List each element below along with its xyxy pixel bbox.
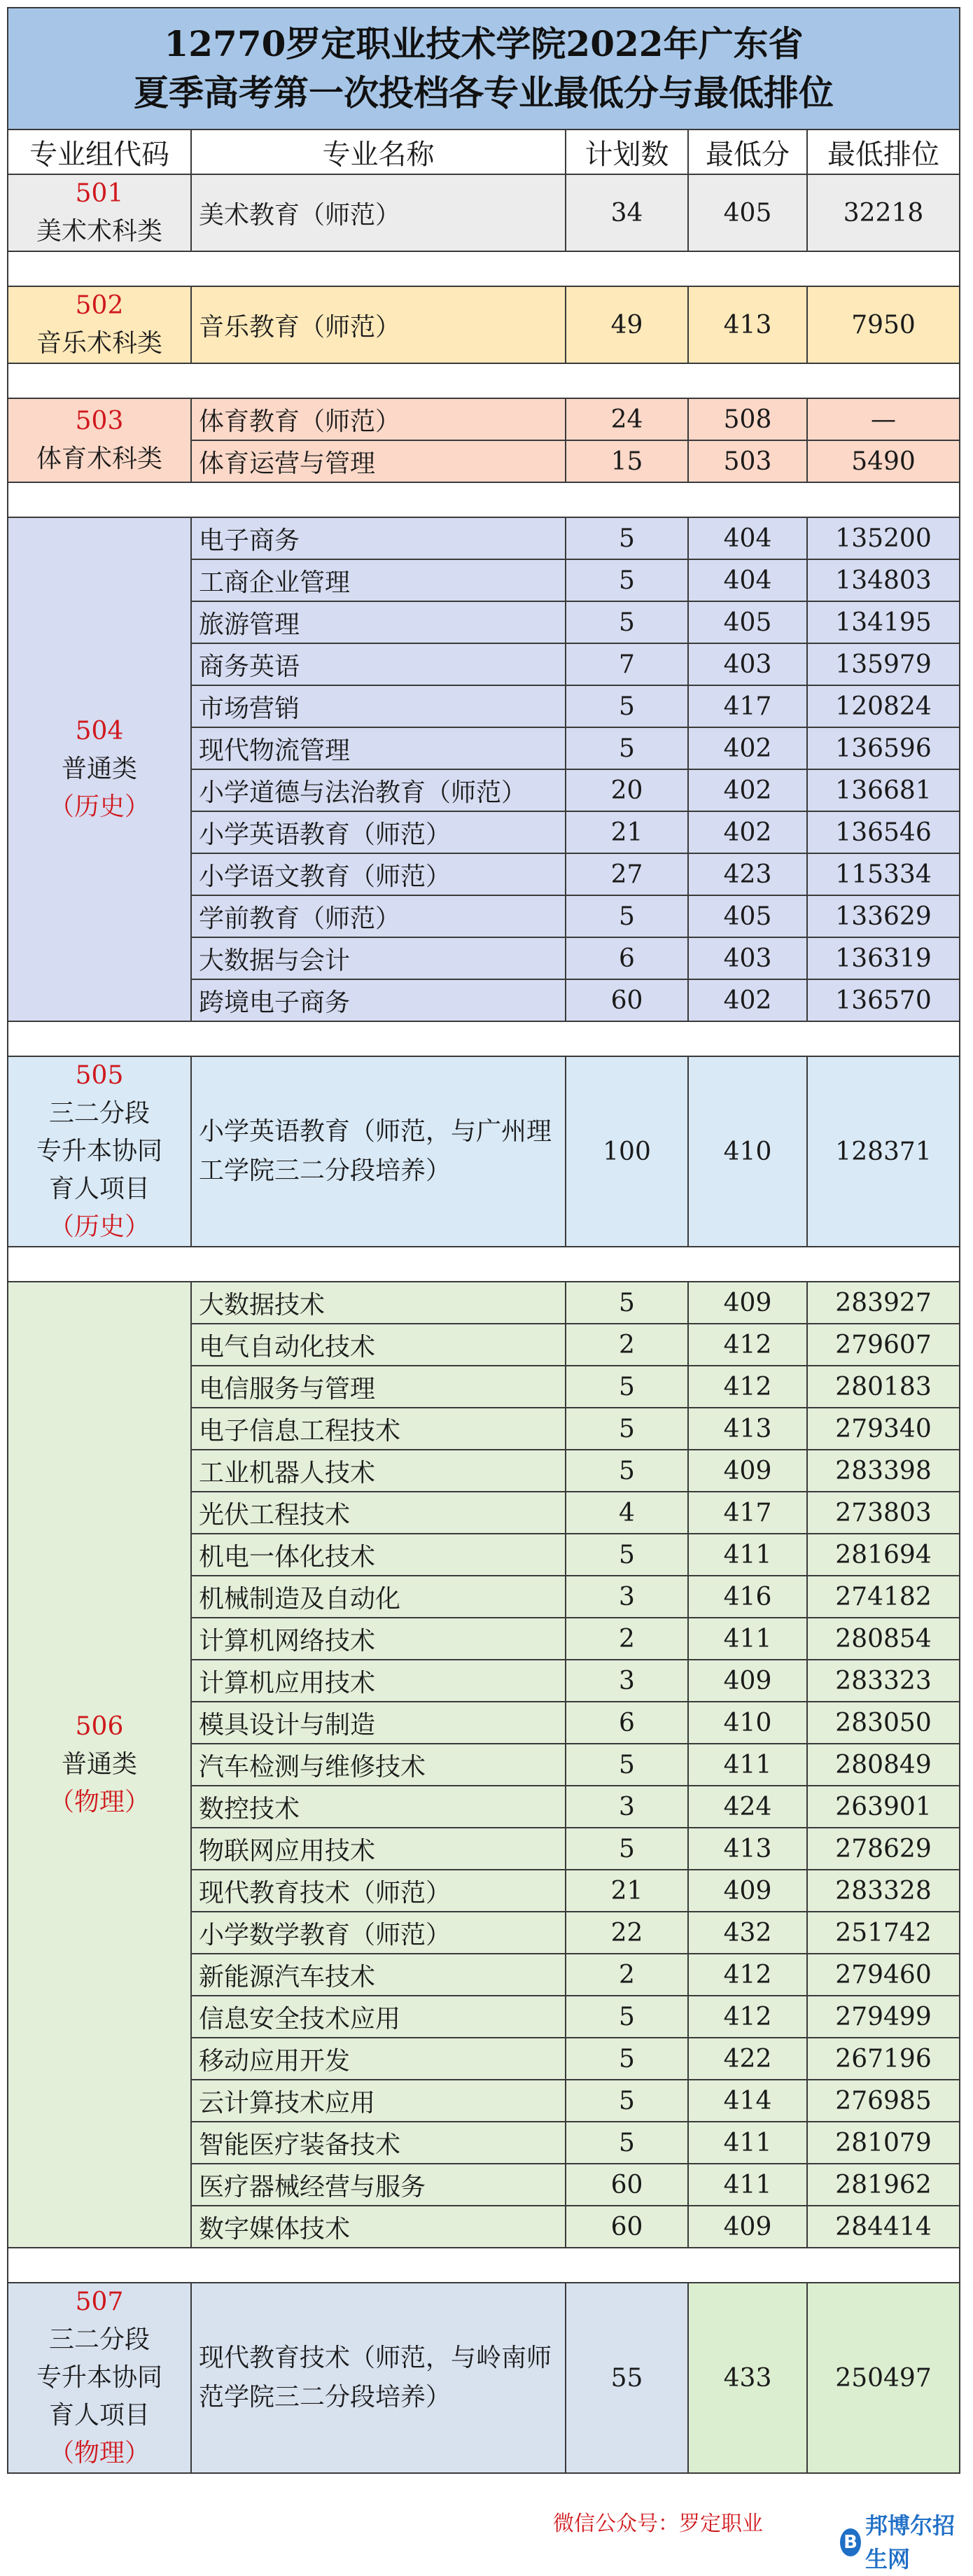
header-row bbox=[8, 130, 960, 174]
min-score-cell: 402 bbox=[688, 811, 807, 853]
major-name-cell: 信息安全技术应用 bbox=[191, 1996, 566, 2038]
min-score-cell: 411 bbox=[688, 1618, 807, 1660]
major-name-cell: 智能医疗装备技术 bbox=[191, 2122, 566, 2164]
plan-count-cell: 3 bbox=[566, 1786, 688, 1828]
group-name-line-2: 专升本协同 bbox=[36, 2363, 162, 2392]
header-plan-count: 计划数 bbox=[566, 130, 688, 174]
min-score-cell: 417 bbox=[688, 1492, 807, 1534]
spacer-cell bbox=[8, 482, 960, 517]
plan-count-cell: 3 bbox=[566, 1660, 688, 1702]
min-score-cell: 402 bbox=[688, 979, 807, 1021]
major-name-cell: 电气自动化技术 bbox=[191, 1324, 566, 1366]
major-name-cell: 移动应用开发 bbox=[191, 2038, 566, 2080]
group-name: 音乐术科类 bbox=[36, 329, 162, 358]
spacer-row bbox=[8, 1021, 960, 1056]
min-score-cell: 412 bbox=[688, 1996, 807, 2038]
min-score-cell: 405 bbox=[688, 174, 807, 251]
major-name-cell: 数控技术 bbox=[191, 1786, 566, 1828]
group-code: 504 bbox=[75, 717, 124, 746]
group-code: 507 bbox=[75, 2288, 124, 2316]
major-name-cell: 音乐教育（师范） bbox=[191, 286, 566, 363]
min-rank-cell: 7950 bbox=[807, 286, 960, 363]
group-subject: （物理） bbox=[48, 1788, 150, 1816]
min-score-cell: 403 bbox=[688, 643, 807, 685]
plan-count-cell: 27 bbox=[566, 853, 688, 895]
plan-count-cell: 5 bbox=[566, 2122, 688, 2164]
major-name-cell: 电信服务与管理 bbox=[191, 1366, 566, 1408]
plan-count-cell: 5 bbox=[566, 1450, 688, 1492]
min-score-cell: 413 bbox=[688, 1408, 807, 1450]
min-rank-cell: 134803 bbox=[807, 559, 960, 601]
plan-count-cell: 20 bbox=[566, 769, 688, 811]
group-name-line-3: 育人项目 bbox=[48, 1175, 150, 1203]
header-min-rank: 最低排位 bbox=[807, 130, 960, 174]
group-subject: （物理） bbox=[48, 2439, 150, 2468]
group-cell-505 bbox=[8, 1056, 191, 1247]
plan-count-cell: 60 bbox=[566, 2164, 688, 2206]
plan-count-cell: 22 bbox=[566, 1912, 688, 1954]
plan-count-cell: 5 bbox=[566, 1828, 688, 1870]
header-min-score: 最低分 bbox=[688, 130, 807, 174]
min-rank-cell: 283328 bbox=[807, 1870, 960, 1912]
min-score-cell: 411 bbox=[688, 1744, 807, 1786]
min-rank-cell: 279499 bbox=[807, 1996, 960, 2038]
group-cell-503 bbox=[8, 398, 191, 482]
group-cell-504 bbox=[8, 517, 191, 1021]
plan-count-cell: 100 bbox=[566, 1056, 688, 1247]
min-rank-cell: 136681 bbox=[807, 769, 960, 811]
min-rank-cell: 280183 bbox=[807, 1366, 960, 1408]
min-rank-cell: 263901 bbox=[807, 1786, 960, 1828]
major-name-cell: 数字媒体技术 bbox=[191, 2206, 566, 2248]
min-score-cell: 409 bbox=[688, 1282, 807, 1324]
min-score-cell: 404 bbox=[688, 559, 807, 601]
major-name-cell: 工业机器人技术 bbox=[191, 1450, 566, 1492]
group-cell-502 bbox=[8, 286, 191, 363]
major-name-cell: 旅游管理 bbox=[191, 601, 566, 643]
major-name-cell: 美术教育（师范） bbox=[191, 174, 566, 251]
logo-text: 邦博尔招生网 bbox=[865, 2512, 955, 2572]
min-score-cell: 411 bbox=[688, 2122, 807, 2164]
min-rank-cell: 134195 bbox=[807, 601, 960, 643]
min-rank-cell: 136546 bbox=[807, 811, 960, 853]
table-row bbox=[8, 517, 960, 559]
major-name-cell: 小学英语教育（师范，与广州理工学院三二分段培养） bbox=[191, 1056, 566, 1247]
plan-count-cell: 21 bbox=[566, 1870, 688, 1912]
plan-count-cell: 24 bbox=[566, 398, 688, 440]
min-rank-cell: 284414 bbox=[807, 2206, 960, 2248]
table-row bbox=[8, 174, 960, 251]
group-code: 506 bbox=[75, 1712, 124, 1741]
header-major-name: 专业名称 bbox=[191, 130, 566, 174]
min-score-cell: 402 bbox=[688, 769, 807, 811]
min-score-cell: 409 bbox=[688, 1870, 807, 1912]
spacer-cell bbox=[8, 1021, 960, 1056]
min-rank-cell: 276985 bbox=[807, 2080, 960, 2122]
site-logo bbox=[840, 2509, 966, 2576]
min-score-cell: 405 bbox=[688, 895, 807, 937]
group-name: 美术术科类 bbox=[36, 217, 162, 246]
min-rank-cell: 281694 bbox=[807, 1534, 960, 1576]
plan-count-cell: 5 bbox=[566, 517, 688, 559]
major-name-cell: 小学英语教育（师范） bbox=[191, 811, 566, 853]
min-score-cell: 432 bbox=[688, 1912, 807, 1954]
group-cell-507 bbox=[8, 2283, 191, 2473]
plan-count-cell: 3 bbox=[566, 1576, 688, 1618]
min-score-cell: 409 bbox=[688, 1450, 807, 1492]
table-row bbox=[8, 286, 960, 363]
group-code: 505 bbox=[75, 1061, 124, 1090]
major-name-cell: 机械制造及自动化 bbox=[191, 1576, 566, 1618]
major-name-cell: 计算机网络技术 bbox=[191, 1618, 566, 1660]
plan-count-cell: 5 bbox=[566, 1408, 688, 1450]
admission-table bbox=[7, 7, 960, 2474]
group-cell-501 bbox=[8, 174, 191, 251]
min-score-cell: 423 bbox=[688, 853, 807, 895]
plan-count-cell: 5 bbox=[566, 685, 688, 727]
spacer-cell bbox=[8, 363, 960, 398]
spacer-row bbox=[8, 1247, 960, 1282]
plan-count-cell: 7 bbox=[566, 643, 688, 685]
plan-count-cell: 55 bbox=[566, 2283, 688, 2473]
min-score-cell: 424 bbox=[688, 1786, 807, 1828]
page-title bbox=[8, 8, 960, 130]
major-name-cell: 医疗器械经营与服务 bbox=[191, 2164, 566, 2206]
min-rank-cell: 283398 bbox=[807, 1450, 960, 1492]
min-score-cell: 405 bbox=[688, 601, 807, 643]
plan-count-cell: 6 bbox=[566, 1702, 688, 1744]
min-score-cell: 433 bbox=[688, 2283, 807, 2473]
min-rank-cell: 273803 bbox=[807, 1492, 960, 1534]
group-name-line-2: 专升本协同 bbox=[36, 1137, 162, 1166]
min-rank-cell: 283323 bbox=[807, 1660, 960, 1702]
group-name: 普通类 bbox=[61, 1750, 137, 1779]
min-score-cell: 416 bbox=[688, 1576, 807, 1618]
spacer-row bbox=[8, 482, 960, 517]
table-row bbox=[8, 398, 960, 440]
major-name-cell: 小学语文教育（师范） bbox=[191, 853, 566, 895]
plan-count-cell: 2 bbox=[566, 1324, 688, 1366]
table-row bbox=[8, 1282, 960, 1324]
major-name-cell: 体育运营与管理 bbox=[191, 440, 566, 482]
major-name-cell: 体育教育（师范） bbox=[191, 398, 566, 440]
group-code: 503 bbox=[75, 407, 124, 435]
major-name-cell: 电子信息工程技术 bbox=[191, 1408, 566, 1450]
group-cell-506 bbox=[8, 1282, 191, 2248]
major-name-cell: 云计算技术应用 bbox=[191, 2080, 566, 2122]
min-score-cell: 412 bbox=[688, 1324, 807, 1366]
major-name-cell: 电子商务 bbox=[191, 517, 566, 559]
min-score-cell: 410 bbox=[688, 1702, 807, 1744]
group-subject: （历史） bbox=[48, 1212, 150, 1241]
min-rank-cell: — bbox=[807, 398, 960, 440]
major-name-cell: 大数据与会计 bbox=[191, 937, 566, 979]
min-rank-cell: 135200 bbox=[807, 517, 960, 559]
min-rank-cell: 32218 bbox=[807, 174, 960, 251]
min-rank-cell: 283927 bbox=[807, 1282, 960, 1324]
group-name-line-1: 三二分段 bbox=[48, 2325, 150, 2354]
plan-count-cell: 34 bbox=[566, 174, 688, 251]
min-rank-cell: 279607 bbox=[807, 1324, 960, 1366]
min-rank-cell: 251742 bbox=[807, 1912, 960, 1954]
plan-count-cell: 6 bbox=[566, 937, 688, 979]
min-score-cell: 410 bbox=[688, 1056, 807, 1247]
min-rank-cell: 283050 bbox=[807, 1702, 960, 1744]
min-rank-cell: 128371 bbox=[807, 1056, 960, 1247]
plan-count-cell: 5 bbox=[566, 601, 688, 643]
group-name-line-1: 三二分段 bbox=[48, 1099, 150, 1128]
spacer-cell bbox=[8, 251, 960, 286]
major-name-cell: 新能源汽车技术 bbox=[191, 1954, 566, 1996]
logo-b-icon: B bbox=[840, 2528, 861, 2556]
min-score-cell: 413 bbox=[688, 1828, 807, 1870]
min-score-cell: 422 bbox=[688, 2038, 807, 2080]
major-name-cell: 学前教育（师范） bbox=[191, 895, 566, 937]
plan-count-cell: 60 bbox=[566, 979, 688, 1021]
wechat-account-text: 微信公众号：罗定职业 bbox=[553, 2512, 763, 2536]
header-group-code: 专业组代码 bbox=[8, 130, 191, 174]
plan-count-cell: 60 bbox=[566, 2206, 688, 2248]
spacer-row bbox=[8, 2248, 960, 2283]
plan-count-cell: 21 bbox=[566, 811, 688, 853]
plan-count-cell: 5 bbox=[566, 1744, 688, 1786]
group-name: 体育术科类 bbox=[36, 444, 162, 473]
min-rank-cell: 250497 bbox=[807, 2283, 960, 2473]
plan-count-cell: 5 bbox=[566, 895, 688, 937]
group-code: 502 bbox=[75, 291, 124, 320]
group-name-line-3: 育人项目 bbox=[48, 2401, 150, 2430]
major-name-cell: 小学道德与法治教育（师范） bbox=[191, 769, 566, 811]
min-rank-cell: 281962 bbox=[807, 2164, 960, 2206]
title-row bbox=[8, 8, 960, 130]
min-rank-cell: 120824 bbox=[807, 685, 960, 727]
plan-count-cell: 5 bbox=[566, 1366, 688, 1408]
min-rank-cell: 280849 bbox=[807, 1744, 960, 1786]
plan-count-cell: 5 bbox=[566, 1996, 688, 2038]
major-name-cell: 商务英语 bbox=[191, 643, 566, 685]
spacer-row bbox=[8, 251, 960, 286]
min-rank-cell: 115334 bbox=[807, 853, 960, 895]
plan-count-cell: 5 bbox=[566, 727, 688, 769]
min-score-cell: 402 bbox=[688, 727, 807, 769]
min-rank-cell: 136596 bbox=[807, 727, 960, 769]
title-line-1: 12770罗定职业技术学院2022年广东省 bbox=[164, 23, 804, 64]
plan-count-cell: 2 bbox=[566, 1618, 688, 1660]
footer-watermark bbox=[553, 2507, 966, 2572]
min-rank-cell: 279340 bbox=[807, 1408, 960, 1450]
min-rank-cell: 274182 bbox=[807, 1576, 960, 1618]
major-name-cell: 机电一体化技术 bbox=[191, 1534, 566, 1576]
group-name: 普通类 bbox=[61, 755, 137, 783]
group-subject: （历史） bbox=[48, 792, 150, 821]
major-name-cell: 计算机应用技术 bbox=[191, 1660, 566, 1702]
min-score-cell: 508 bbox=[688, 398, 807, 440]
major-name-cell: 模具设计与制造 bbox=[191, 1702, 566, 1744]
major-name-cell: 现代教育技术（师范，与岭南师范学院三二分段培养） bbox=[191, 2283, 566, 2473]
major-name-cell: 现代物流管理 bbox=[191, 727, 566, 769]
major-name-cell: 光伏工程技术 bbox=[191, 1492, 566, 1534]
plan-count-cell: 5 bbox=[566, 1534, 688, 1576]
plan-count-cell: 15 bbox=[566, 440, 688, 482]
major-name-cell: 现代教育技术（师范） bbox=[191, 1870, 566, 1912]
min-rank-cell: 5490 bbox=[807, 440, 960, 482]
major-name-cell: 工商企业管理 bbox=[191, 559, 566, 601]
plan-count-cell: 5 bbox=[566, 2038, 688, 2080]
min-rank-cell: 135979 bbox=[807, 643, 960, 685]
plan-count-cell: 5 bbox=[566, 559, 688, 601]
plan-count-cell: 2 bbox=[566, 1954, 688, 1996]
min-rank-cell: 278629 bbox=[807, 1828, 960, 1870]
plan-count-cell: 5 bbox=[566, 1282, 688, 1324]
plan-count-cell: 5 bbox=[566, 2080, 688, 2122]
table-row bbox=[8, 1056, 960, 1247]
title-line-2: 夏季高考第一次投档各专业最低分与最低排位 bbox=[134, 72, 834, 113]
spacer-row bbox=[8, 363, 960, 398]
min-score-cell: 412 bbox=[688, 1366, 807, 1408]
major-name-cell: 大数据技术 bbox=[191, 1282, 566, 1324]
major-name-cell: 物联网应用技术 bbox=[191, 1828, 566, 1870]
min-rank-cell: 280854 bbox=[807, 1618, 960, 1660]
min-score-cell: 412 bbox=[688, 1954, 807, 1996]
min-score-cell: 503 bbox=[688, 440, 807, 482]
plan-count-cell: 49 bbox=[566, 286, 688, 363]
min-score-cell: 411 bbox=[688, 2164, 807, 2206]
min-score-cell: 409 bbox=[688, 1660, 807, 1702]
major-name-cell: 市场营销 bbox=[191, 685, 566, 727]
min-rank-cell: 281079 bbox=[807, 2122, 960, 2164]
spacer-cell bbox=[8, 1247, 960, 1282]
min-rank-cell: 136319 bbox=[807, 937, 960, 979]
major-name-cell: 小学数学教育（师范） bbox=[191, 1912, 566, 1954]
min-rank-cell: 136570 bbox=[807, 979, 960, 1021]
min-score-cell: 417 bbox=[688, 685, 807, 727]
min-rank-cell: 279460 bbox=[807, 1954, 960, 1996]
group-code: 501 bbox=[75, 179, 124, 208]
major-name-cell: 跨境电子商务 bbox=[191, 979, 566, 1021]
plan-count-cell: 4 bbox=[566, 1492, 688, 1534]
table-row bbox=[8, 2283, 960, 2473]
min-rank-cell: 267196 bbox=[807, 2038, 960, 2080]
spacer-cell bbox=[8, 2248, 960, 2283]
min-score-cell: 409 bbox=[688, 2206, 807, 2248]
min-score-cell: 403 bbox=[688, 937, 807, 979]
min-rank-cell: 133629 bbox=[807, 895, 960, 937]
min-score-cell: 411 bbox=[688, 1534, 807, 1576]
min-score-cell: 404 bbox=[688, 517, 807, 559]
major-name-cell: 汽车检测与维修技术 bbox=[191, 1744, 566, 1786]
min-score-cell: 413 bbox=[688, 286, 807, 363]
min-score-cell: 414 bbox=[688, 2080, 807, 2122]
